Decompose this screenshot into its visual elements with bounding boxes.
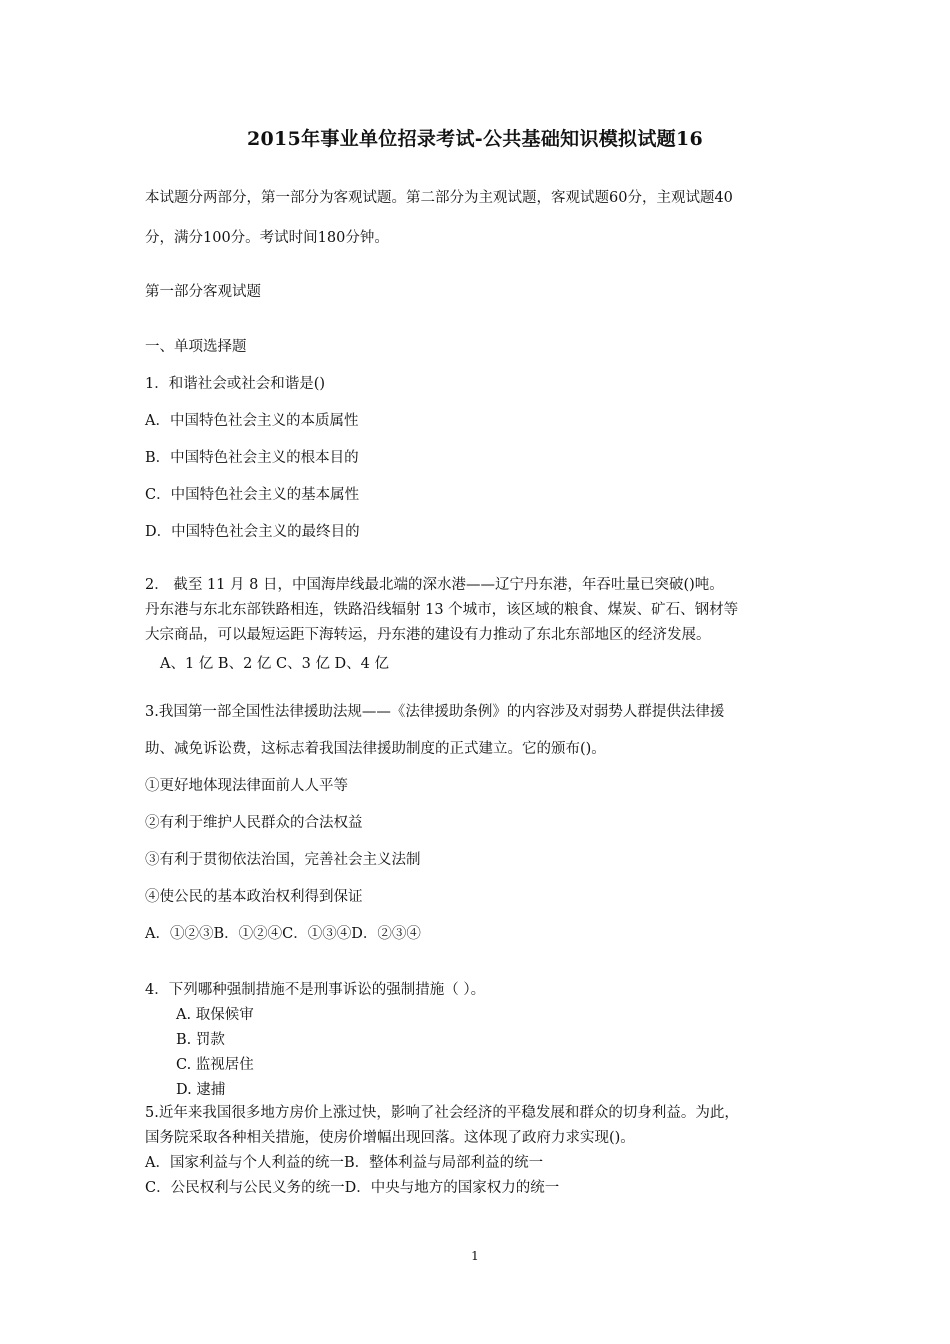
part-heading: 第一部分客观试题 <box>145 284 261 300</box>
question-5-line-1: 5.近年来我国很多地方房价上涨过快，影响了社会经济的平稳发展和群众的切身利益。为此， <box>145 1105 739 1121</box>
question-3-item-2: ②有利于维护人民群众的合法权益 <box>145 815 363 831</box>
question-2-line-2: 丹东港与东北东部铁路相连，铁路沿线辐射 13 个城市，该区域的粮食、煤炭、矿石、钢材等 <box>145 602 739 618</box>
question-4-option-b: B. 罚款 <box>176 1032 225 1048</box>
question-5-options-1: A．国家利益与个人利益的统一B．整体利益与局部利益的统一 <box>145 1155 544 1171</box>
question-1-option-d: D．中国特色社会主义的最终目的 <box>145 524 360 540</box>
question-3-item-4: ④使公民的基本政治权利得到保证 <box>145 889 363 905</box>
question-4-stem: 4．下列哪种强制措施不是刑事诉讼的强制措施（ ）。 <box>145 982 486 998</box>
question-2-line-3: 大宗商品，可以最短运距下海转运，丹东港的建设有力推动了东北东部地区的经济发展。 <box>145 627 711 643</box>
question-4-option-c: C. 监视居住 <box>176 1057 254 1073</box>
question-3-line-2: 助、减免诉讼费，这标志着我国法律援助制度的正式建立。它的颁布()。 <box>145 741 606 757</box>
question-4-option-a: A. 取保候审 <box>176 1007 254 1023</box>
document-title: 2015年事业单位招录考试-公共基础知识模拟试题16 <box>246 128 703 150</box>
question-5-options-2: C．公民权利与公民义务的统一D．中央与地方的国家权力的统一 <box>145 1180 560 1196</box>
question-2-line-1: 2． 截至 11 月 8 日，中国海岸线最北端的深水港——辽宁丹东港，年吞吐量已突破()吨。 <box>145 577 724 593</box>
intro-line-2: 分，满分100分。考试时间180分钟。 <box>145 230 389 246</box>
question-1-option-c: C．中国特色社会主义的基本属性 <box>145 487 360 503</box>
question-1-option-b: B．中国特色社会主义的根本目的 <box>145 450 359 466</box>
question-3-line-1: 3.我国第一部全国性法律援助法规——《法律援助条例》的内容涉及对弱势人群提供法律援 <box>145 704 725 720</box>
section-heading: 一、单项选择题 <box>145 339 247 355</box>
question-1-option-a: A．中国特色社会主义的本质属性 <box>145 413 359 429</box>
question-2-stem <box>145 573 810 648</box>
question-5-line-2: 国务院采取各种相关措施，使房价增幅出现回落。这体现了政府力求实现()。 <box>145 1130 635 1146</box>
question-3-item-1: ①更好地体现法律面前人人平等 <box>145 778 348 794</box>
question-1-stem: 1．和谐社会或社会和谐是() <box>145 376 326 392</box>
page-number: 1 <box>471 1249 479 1263</box>
question-2-options: A、1 亿 B、2 亿 C、3 亿 D、4 亿 <box>160 656 390 672</box>
question-4-option-d: D. 逮捕 <box>176 1082 226 1098</box>
question-3-options: A．①②③B．①②④C．①③④D．②③④ <box>145 926 421 942</box>
question-5-stem <box>145 1101 810 1151</box>
intro-line-1: 本试题分两部分，第一部分为客观试题。第二部分为主观试题，客观试题60分，主观试题40 <box>145 190 733 206</box>
question-3-item-3: ③有利于贯彻依法治国，完善社会主义法制 <box>145 852 421 868</box>
